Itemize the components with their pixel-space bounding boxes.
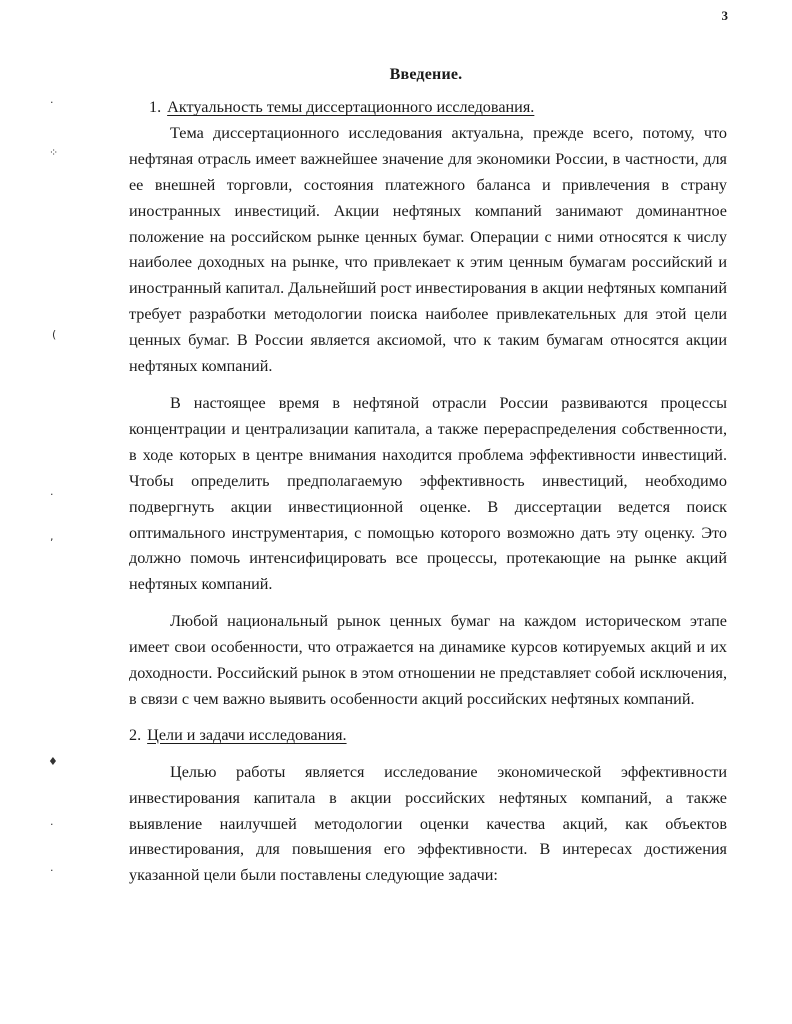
scan-speck: ♦ [48, 755, 58, 768]
scan-speck: ⁘ [49, 146, 59, 159]
paragraph: В настоящее время в нефтяной отрасли России развиваются процессы концентрации и централизации капитала, а также перераспределения собственности, в ходе которых в центре внимания находится проблема эффективности инвестиций. Чтобы определить предполагаемую эффективность инвестиций, необходимо подвергнуть акции инвестиционной оценке. В диссертации ведется поиск оптимального инструментария, с помощью которого возможно дать эту оценку. Это должно помочь интенсифицировать все процессы, протекающие на рынке акций нефтяных компаний. [129, 393, 727, 594]
page-title: Введение. [389, 66, 463, 83]
section-number: 2. [129, 725, 142, 744]
section-heading-text: Цели и задачи исследования. [147, 725, 347, 744]
section-heading-text: Актуальность темы диссертационного исследования. [167, 98, 535, 116]
document-body [129, 95, 727, 889]
paragraph: Тема диссертационного исследования актуальна, прежде всего, потому, что нефтяная отрасль имеет важнейшее значение для экономики России, в частности, для ее внешней торговли, состояния платежного баланса и привлечения в страну иностранных инвестиций. Акции нефтяных компаний занимают доминантное положение на российском рынке ценных бумаг. Операции с ними относятся к числу наиболее доходных на рынке, что привлекает к этим ценным бумагам российский и иностранный капитал. Дальнейший рост инвестирования в акции нефтяных компаний требует разработки методологии поиска наиболее привлекательных для этой цели ценных бумаг. В России является аксиомой, что к таким бумагам относятся акции нефтяных компаний. [129, 123, 727, 376]
scan-speck: · [50, 488, 54, 501]
scan-speck: · [50, 96, 54, 109]
paragraph: Целью работы является исследование экономической эффективности инвестирования капитала в акции российских нефтяных компаний, а также выявление наилучшей методологии оценки качества акций, как объектов инвестирования, для повышения его эффективности. В интересах достижения указанной цели были поставлены следующие задачи: [129, 762, 727, 885]
section-number: 1. [149, 98, 162, 116]
scan-speck: ( [52, 328, 57, 341]
section-heading-relevance [129, 95, 727, 121]
scan-speck: · [50, 818, 54, 831]
section-heading-goals [129, 723, 727, 749]
paragraph: Любой национальный рынок ценных бумаг на каждом историческом этапе имеет свои особенности, что отражается на динамике курсов котируемых акций и их доходности. Российский рынок в этом отношении не представляет собой исключения, в связи с чем важно выявить особенности акций российских нефтяных компаний. [129, 612, 727, 708]
scan-speck: · [50, 864, 54, 877]
page-number: 3 [721, 8, 728, 23]
scan-speck: , [50, 530, 54, 543]
